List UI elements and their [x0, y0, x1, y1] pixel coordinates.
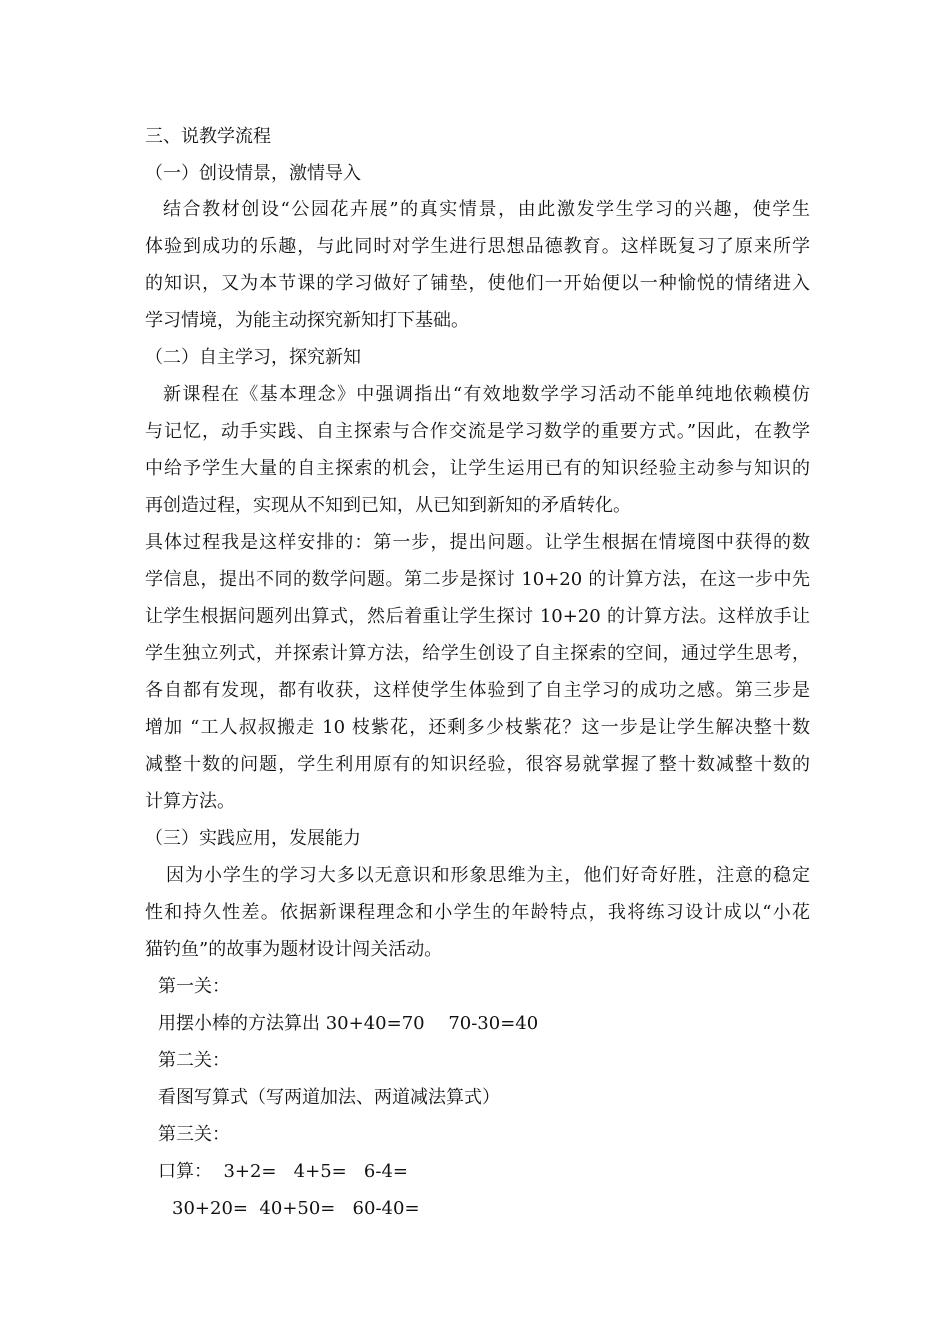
- paragraph-line: 因为小学生的学习大多以无意识和形象思维为主，他们好奇好胜，注意的稳定: [166, 865, 810, 886]
- paragraph-line: 学信息，提出不同的数学问题。第二步是探讨 10+20 的计算方法，在这一步中先: [145, 569, 810, 590]
- paragraph-line: 体验到成功的乐趣，与此同时对学生进行思想品德教育。这样既复习了原来所学: [145, 236, 810, 257]
- paragraph-line: 减整十数的问题，学生利用原有的知识经验，很容易就掌握了整十数减整十数的: [145, 754, 810, 775]
- paragraph-line: 具体过程我是这样安排的：第一步，提出问题。让学生根据在情境图中获得的数: [145, 532, 810, 553]
- paragraph-line: 各自都有发现，都有收获，这样使学生体验到了自主学习的成功之感。第三步是: [145, 680, 810, 701]
- level-1-body: 用摆小棒的方法算出 30+40=70 70-30=40: [158, 1013, 539, 1034]
- paragraph-line: 结合教材创设“公园花卉展”的真实情景，由此激发学生学习的兴趣，使学生: [163, 199, 810, 220]
- paragraph-line: 的知识，又为本节课的学习做好了铺垫，使他们一开始便以一种愉悦的情绪进入: [145, 273, 810, 294]
- subsection-heading-2: （二）自主学习，探究新知: [145, 347, 361, 368]
- subsection-heading-1: （一）创设情景，激情导入: [145, 163, 361, 184]
- paragraph-line: 学习情境，为能主动探究新知打下基础。: [145, 310, 469, 331]
- paragraph-line: 计算方法。: [145, 791, 235, 812]
- level-2-title: 第二关：: [158, 1050, 230, 1071]
- paragraph-line: 性和持久性差。依据新课程理念和小学生的年龄特点，我将练习设计成以“小花: [145, 902, 810, 923]
- paragraph-line: 中给予学生大量的自主探索的机会，让学生运用已有的知识经验主动参与知识的: [145, 458, 810, 479]
- subsection-heading-3: （三）实践应用，发展能力: [145, 828, 361, 849]
- level-3-row-2: 30+20= 40+50= 60-40=: [172, 1198, 420, 1219]
- paragraph-line: 与记忆，动手实践、自主探索与合作交流是学习数学的重要方式。”因此，在教学: [145, 421, 810, 442]
- level-1-title: 第一关：: [158, 976, 230, 997]
- level-2-body: 看图写算式（写两道加法、两道减法算式）: [158, 1087, 500, 1108]
- paragraph-line: 学生独立列式，并探索计算方法，给学生创设了自主探索的空间，通过学生思考，: [145, 643, 810, 664]
- section-title: 三、说教学流程: [145, 126, 271, 147]
- paragraph-line: 让学生根据问题列出算式，然后着重让学生探讨 10+20 的计算方法。这样放手让: [145, 606, 810, 627]
- paragraph-line: 增加 “工人叔叔搬走 10 枝紫花，还剩多少枝紫花？这一步是让学生解决整十数: [145, 717, 810, 738]
- paragraph-line: 新课程在《基本理念》中强调指出“有效地数学学习活动不能单纯地依赖模仿: [163, 384, 810, 405]
- level-3-row-1: 口算： 3+2= 4+5= 6-4=: [158, 1161, 408, 1182]
- paragraph-line: 猫钓鱼”的故事为题材设计闯关活动。: [145, 939, 443, 960]
- level-3-title: 第三关：: [158, 1124, 230, 1145]
- paragraph-line: 再创造过程，实现从不知到已知，从已知到新知的矛盾转化。: [145, 495, 631, 516]
